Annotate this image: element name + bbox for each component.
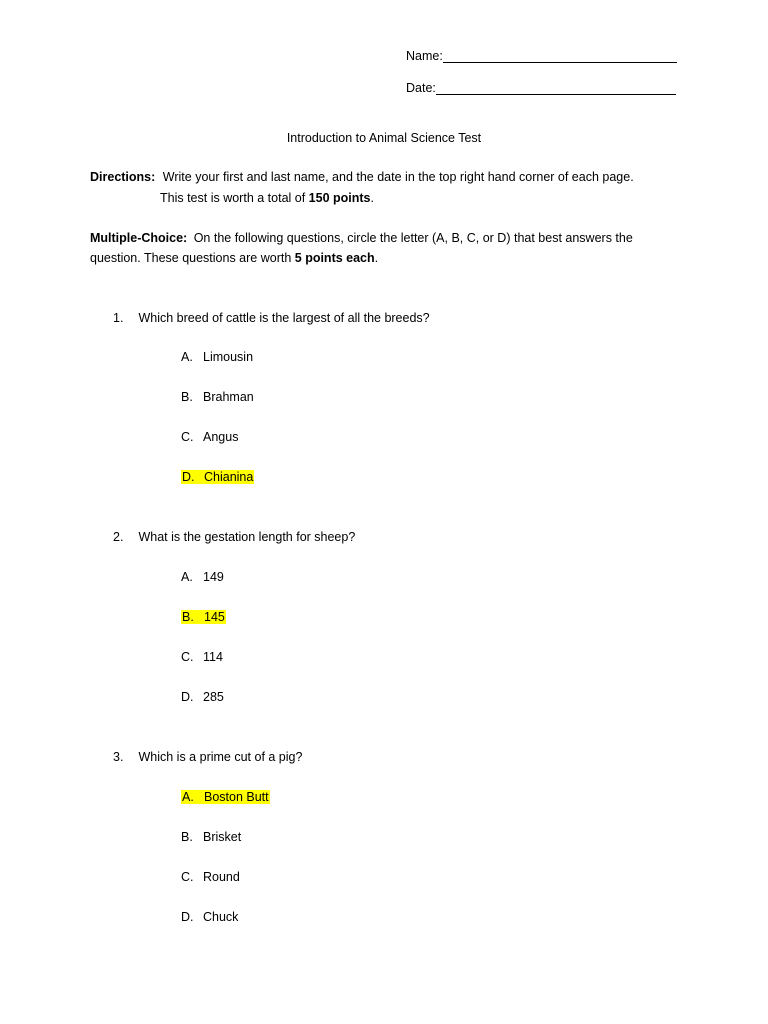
q3-option-d[interactable] [181,910,238,924]
option-text: Chianina [204,470,254,484]
question-text: Which breed of cattle is the largest of all the breeds? [138,311,430,325]
q1-option-c[interactable] [181,430,238,444]
question-3 [113,750,302,764]
q2-option-d[interactable] [181,690,224,704]
name-label: Name: [406,49,443,63]
directions-points-bold: 150 points [308,191,371,205]
option-letter: B. [182,610,194,624]
date-blank[interactable] [436,80,676,95]
q1-option-d[interactable] [181,470,254,484]
option-letter: C. [181,650,194,664]
mc-points-pre: question. These questions are worth [90,251,295,265]
directions-points-pre: This test is worth a total of [160,191,309,205]
option-letter: A. [182,790,194,804]
question-1 [113,311,430,325]
option-text: Brisket [203,830,242,844]
mc-label: Multiple-Choice: [90,231,188,245]
question-text: What is the gestation length for sheep? [138,530,356,544]
option-text: Angus [203,430,239,444]
name-field[interactable] [406,48,677,63]
option-letter: A. [181,570,193,584]
mc-points-post: . [374,251,379,265]
q3-option-a[interactable] [181,790,270,804]
q2-option-b[interactable] [181,610,226,624]
directions-label: Directions: [90,170,156,184]
option-letter: D. [181,910,194,924]
q1-option-a[interactable] [181,350,253,364]
option-text: Brahman [203,390,254,404]
question-number: 1. [113,311,124,325]
q1-option-b[interactable] [181,390,254,404]
option-letter: C. [181,430,194,444]
mc-line-2 [90,251,378,265]
option-letter: B. [181,390,193,404]
date-field[interactable] [406,80,676,95]
question-number: 3. [113,750,124,764]
page-title: Introduction to Animal Science Test [286,131,482,145]
q3-option-c[interactable] [181,870,240,884]
option-text: 285 [203,690,224,704]
option-text: Round [203,870,240,884]
question-2 [113,530,355,544]
option-text: Chuck [203,910,239,924]
option-letter: D. [181,690,194,704]
option-letter: B. [181,830,193,844]
option-text: 149 [203,570,224,584]
directions-line-1 [90,170,634,184]
directions-text: Write your first and last name, and the date in the top right hand corner of each page. [162,170,634,184]
date-label: Date: [406,81,436,95]
option-letter: D. [182,470,195,484]
q2-option-c[interactable] [181,650,223,664]
directions-line-2 [160,191,374,205]
mc-points-bold: 5 points each [294,251,375,265]
option-letter: A. [181,350,193,364]
mc-text: On the following questions, circle the letter (A, B, C, or D) that best answers the [193,231,633,245]
question-number: 2. [113,530,124,544]
q3-option-b[interactable] [181,830,241,844]
q2-option-a[interactable] [181,570,224,584]
option-letter: C. [181,870,194,884]
mc-line-1 [90,231,633,245]
option-text: Limousin [203,350,254,364]
option-text: 114 [203,650,223,664]
name-blank[interactable] [443,48,677,63]
option-text: 145 [204,610,225,624]
question-text: Which is a prime cut of a pig? [138,750,303,764]
option-text: Boston Butt [204,790,269,804]
directions-points-post: . [370,191,374,205]
